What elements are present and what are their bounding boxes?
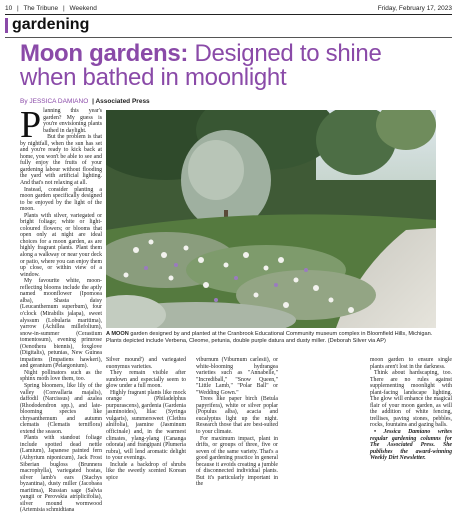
section-title: gardening xyxy=(12,16,90,33)
paragraph: For maximum impact, plant in drifts, or groups of three, five or seven of the same variety. That's a good gardening practice in general because it avoids creating a jumble of disconnected individual plants. But it's particularly important in the xyxy=(196,435,278,488)
garden-photo xyxy=(106,110,436,328)
garden-photo-illustration xyxy=(106,110,436,328)
drop-cap: P xyxy=(20,104,42,146)
article-column-1 xyxy=(20,104,102,514)
headline-line2: when bathed in moonlight xyxy=(20,64,287,91)
byline-agency: | Associated Press xyxy=(92,98,150,105)
paragraph: My favourite white, moon-reflecting blooms include the aptly named moonflower (Ipomoea alba), Shasta daisy (Leucanthemum superbum), four o'clock (Mirabilis jalapa), sweet alyssum (Lobularia maritima), yarrow (Achillea millefolium), snow-in-summer (Cerastium tomentosum), evening primrose (Oenothera biennis), foxglove (Digitalis), petunias, New Guinea impatiens (Impatiens hawkeri), and geranium (Pelargonium). xyxy=(20,278,102,370)
paragraph: lanning this year's garden? My guess is you're envisioning plants bathed in daylight. xyxy=(43,108,102,134)
header-separator: | xyxy=(17,4,19,12)
edition-name: Weekend xyxy=(69,4,97,12)
header-left xyxy=(5,5,100,12)
paragraph: Highly fragrant plants like mock orange (Philadelphus purpurascens), gardenia (Gardenia jasminoides), lilac (Syringa vulgaris), summersweet (Clethra alnifolia), jasmine (Jasminum officinale) and, in the warmest climates, ylang-ylang (Cananga odorata) and frangipani (Plumeria rubra), will lend aromatic delight to your evenings. xyxy=(106,389,186,462)
section-rule xyxy=(5,37,452,38)
paragraph: Instead, consider planting a moon garden specifically designed to be enjoyed by the light of the moon. xyxy=(20,186,102,213)
paragraph: Think about hardscaping, too. There are no rules against supplementing moonlight with plant-facing landscape lighting. The glow will enhance the magical flair of your moon garden, as will the addition of white fencing, trellises, paving stones, pebbles, rocks, fountains and gazing balls. xyxy=(370,370,452,429)
paragraph: They remain visible after sundown and especially seem to glow under a full moon. xyxy=(106,370,186,390)
paragraph: Plants with standout foliage include spotted dead nettle (Lamium), Japanese painted fern (Athyrium niponicum), Jack Frost Siberian bugloss (Brunnera macrophylla), variegated hostas, silver lamb's ears (Stachys byzantina), dusty miller (Jacobaea maritima), Russian sage (Salvia yangii or Perovskia atriplicifolia), silver mound wormwood (Artemisia schmidtiana xyxy=(20,435,102,514)
header-separator-2: | xyxy=(62,4,65,12)
paragraph: moon garden to ensure single plants aren't lost in the darkness. xyxy=(370,357,452,370)
page-header xyxy=(5,2,452,15)
caption-lead: A MOON xyxy=(106,331,129,337)
section-label xyxy=(5,15,89,35)
paragraph: Spring bloomers, like lily of the valley (Convallaria majalis), daffodil (Narcissus) and azalea (Rhododendron spp.), and late-blooming species like chrysanthemum and autumn clematis (Clematis terniflora) extend the season. xyxy=(20,382,102,435)
article-column-3 xyxy=(196,357,278,488)
paragraph: Plants with silver, variegated or bright foliage; white or light-coloured flowers; or blooms that open only at night are ideal choices for a moon garden, as are highly fragrant plants. Plant them along a walkway or near your deck or patio, where you can enjoy them up close, or within view of a window. xyxy=(20,212,102,278)
headline-light: Designed to shine xyxy=(188,40,382,67)
paragraph: Silver mound') and variegated euonymus varieties. xyxy=(106,357,186,370)
paragraph: Trees like paper birch (Betula papyrifera), white or silver poplar (Populus alba), acacia and eucalyptus light up the night. Research those that are best-suited to your climate. xyxy=(196,396,278,436)
photo-caption xyxy=(106,331,436,344)
paragraph: But the problem is that by nightfall, when the sun has set and you're ready to kick back at home, you won't be able to see and fully enjoy the fruits of your gardening labour without flooding the yard with artificial lighting. And that's not relaxing at all. xyxy=(20,134,102,187)
article-column-2 xyxy=(106,357,186,481)
author-tagline: • Jessica Damiano writes regular gardening columns for The Associated Press. She publishes the award-winning Weekly Dirt Newsletter. xyxy=(370,429,452,462)
paragraph: Include a backdrop of shrubs like the sweetly scented Korean spice xyxy=(106,461,186,481)
headline-bold: Moon gardens: xyxy=(20,40,189,67)
article-column-4 xyxy=(370,357,452,477)
section-accent-bar xyxy=(5,18,8,33)
page-number: 10 xyxy=(5,4,13,12)
paragraph: viburnum (Viburnum carlesii), or white-blooming hydrangea varieties such as "Annabelle," "Incrediball," "Snow Queen," "Little Lamb," "Polar Ball" or "Wedding Gown." xyxy=(196,357,278,396)
caption-text: garden designed by and planted at the Cranbrook Educational Community museum complex in Bloomfield Hills, Michigan. Plants depicted include Verbena, Cleome, petunia, double purple datura and dusty miller. (Deborah Silver via AP) xyxy=(106,331,433,344)
byline-author: By JESSICA DAMIANO xyxy=(20,98,89,105)
paper-name: The Tribune xyxy=(23,4,59,12)
headline xyxy=(20,42,450,90)
header-date: Friday, February 17, 2023 xyxy=(377,4,452,12)
paragraph: Night pollinators such as the sphinx moth love them, too. xyxy=(20,369,102,383)
